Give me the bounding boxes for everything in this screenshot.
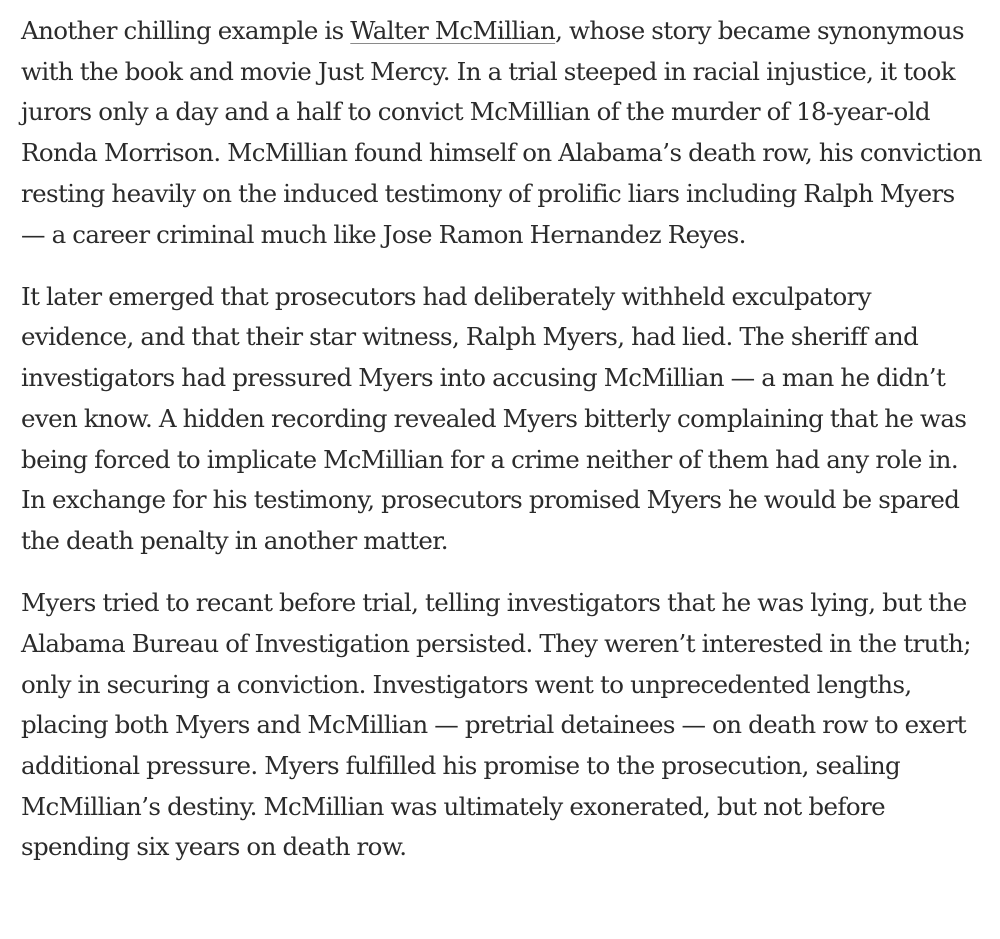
- paragraph-1-lead: Another chilling example is: [21, 16, 351, 45]
- paragraph-3: Myers tried to recant before trial, telling investigators that he was lying, but the Alabama Bureau of Investigation persisted. They weren’t interested in the truth; only in securing a conviction. Investigators went to unprecedented lengths, placing both Myers and McMillian — pretrial detainees — on death row to exert additional pressure. Myers fulfilled his promise to the prosecution, sealing McMillian’s destiny. McMillian was ultimately exonerated, but not before spending six years on death row.: [21, 588, 971, 862]
- paragraph-2: It later emerged that prosecutors had deliberately withheld exculpatory evidence, and that their star witness, Ralph Myers, had lied. The sheriff and investigators had pressured Myers into accusing McMillian — a man he didn’t even know. A hidden recording revealed Myers bitterly complaining that he was being forced to implicate McMillian for a crime neither of them had any role in. In exchange for his testimony, prosecutors promised Myers he would be spared the death penalty in another matter.: [21, 281, 967, 555]
- paragraph-1-rest: , whose story became synonymous with the book and movie Just Mercy. In a trial steeped in racial injustice, it took jurors only a day and a half to convict McMillian of the murder of 18-year-old Ronda Morrison. McMillian found himself on Alabama’s death row, his conviction resting heavily on the induced testimony of prolific liars including Ralph Myers — a career criminal much like Jose Ramon Hernandez Reyes.: [21, 16, 982, 249]
- walter-mcmillian-link[interactable]: Walter McMillian: [350, 16, 556, 45]
- paragraph-1: [21, 11, 984, 255]
